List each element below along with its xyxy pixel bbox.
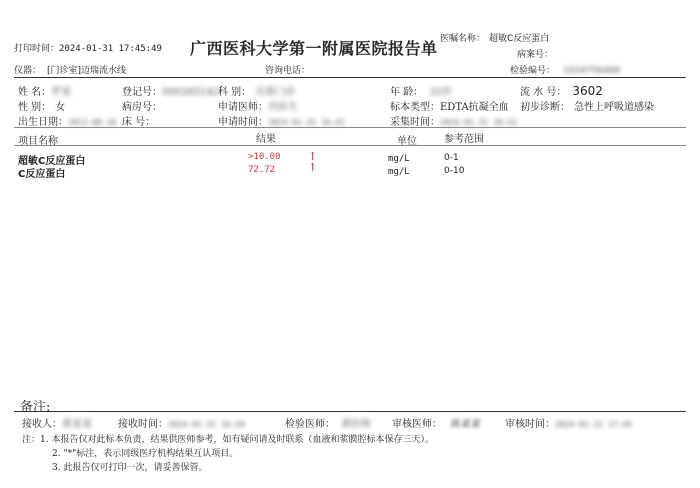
- instrument-value: [门诊室]迈瑞流水线: [47, 66, 127, 76]
- row-range: 0-10: [444, 166, 465, 176]
- age-field: [390, 83, 452, 98]
- reg-no-value: 000265142: [162, 87, 220, 98]
- abnormal-up-arrow-icon: ↑: [308, 150, 318, 163]
- row-item-name: C反应蛋白: [18, 169, 66, 180]
- inspector-value: 黄医师: [341, 419, 371, 430]
- col-header-unit: 单位: [397, 136, 417, 147]
- note-1: 注：1. 本报告仅对此标本负责，结果供医师参考，如有疑问请及时联系（血液和浆膜腔标本保存三天）。: [22, 435, 434, 445]
- review-time-value: 2024-01-31 17:45: [555, 420, 633, 429]
- instrument-field: [14, 63, 126, 76]
- col-header-item: 项目名称: [18, 136, 58, 147]
- dob-field: [18, 113, 116, 128]
- diagnosis-value: 急性上呼吸道感染: [574, 102, 654, 113]
- inspector-field: [285, 415, 371, 430]
- serial-value: 3602: [572, 84, 603, 98]
- review-time-label: 审核时间：: [505, 419, 555, 430]
- dob-label: 出生日期：: [18, 117, 68, 128]
- specimen-value: EDTA抗凝全血: [440, 102, 509, 113]
- patient-name-value: 罗某: [51, 87, 72, 98]
- patient-name-field: [18, 83, 71, 98]
- reg-no-field: [122, 83, 219, 98]
- apply-time-field: [218, 113, 345, 128]
- test-no-label: 检验编号：: [510, 66, 556, 76]
- instrument-label: 仪器：: [14, 66, 42, 76]
- sex-field: [18, 98, 65, 113]
- serial-field: [520, 83, 603, 98]
- row-range: 0-1: [444, 153, 459, 163]
- room-label: 病房号：: [122, 102, 162, 113]
- note-2: 2. "*"标注，表示同级医疗机构结果互认项目。: [52, 449, 239, 459]
- receiver-value: 黄某某: [62, 419, 92, 430]
- report-title: 广西医科大学第一附属医院报告单: [190, 39, 438, 58]
- col-header-result: 结果: [256, 134, 276, 145]
- reviewer-field: [392, 415, 480, 430]
- row-unit: mg/L: [388, 154, 410, 164]
- dept-label: 科 别：: [218, 87, 252, 98]
- case-no-label: 病案号：: [517, 50, 554, 60]
- sex-value: 女: [55, 102, 66, 113]
- footer-divider: [14, 411, 686, 412]
- specimen-label: 标本类型：: [390, 102, 440, 113]
- print-time: [14, 41, 162, 54]
- apply-time-label: 申请时间：: [218, 117, 268, 128]
- item-name-field: [440, 31, 549, 44]
- dob-value: 2013-09-10: [68, 118, 117, 127]
- row-unit: mg/L: [388, 167, 410, 177]
- receive-time-field: [118, 415, 245, 430]
- reviewer-label: 审核医师：: [392, 419, 442, 430]
- sex-label: 性 别：: [18, 102, 52, 113]
- age-value: 33岁: [429, 87, 452, 98]
- note-3: 3. 此报告仅可打印一次，请妥善保管。: [52, 463, 208, 473]
- row-item-name: 超敏C反应蛋白: [18, 156, 86, 167]
- test-no-value: 1024756468: [563, 66, 621, 76]
- doctor-field: [218, 98, 298, 113]
- item-name-label: 医嘱名称：: [440, 34, 486, 44]
- diagnosis-field: [520, 98, 654, 113]
- print-time-label: 打印时间：: [14, 44, 60, 54]
- header-divider: [14, 77, 686, 78]
- row-result: >10.00: [248, 152, 281, 162]
- row-result: 72.72: [248, 165, 276, 175]
- receive-time-value: 2024-01-31 16:59: [168, 420, 246, 429]
- doctor-label: 申请医师：: [218, 102, 268, 113]
- abnormal-up-arrow-icon: ↑: [308, 161, 318, 174]
- reg-no-label: 登记号：: [122, 87, 162, 98]
- review-time-field: [505, 415, 632, 430]
- test-no-field: [510, 63, 620, 76]
- table-header-divider: [14, 145, 686, 146]
- remarks-label: 备注:: [20, 400, 51, 415]
- receiver-field: [22, 415, 92, 430]
- dept-field: [218, 83, 295, 98]
- diagnosis-label: 初步诊断：: [520, 102, 570, 113]
- serial-label: 流 水 号：: [520, 87, 567, 98]
- print-time-value: 2024-01-31 17:45:49: [59, 44, 162, 54]
- inspector-label: 检验医师：: [285, 419, 335, 430]
- dept-value: 耳鼻门诊: [255, 87, 296, 98]
- item-name-value: 超敏C反应蛋白: [489, 34, 550, 44]
- collect-time-value: 2024-01-31 16:52: [440, 118, 518, 127]
- receiver-label: 接收人：: [22, 419, 62, 430]
- receive-time-label: 接收时间：: [118, 419, 168, 430]
- reviewer-signature: 陈某某: [450, 419, 480, 430]
- patient-name-label: 姓 名：: [18, 87, 52, 98]
- apply-time-value: 2024-01-31 16:41: [268, 118, 346, 127]
- collect-time-field: [390, 113, 517, 128]
- consult-phone-label: 咨询电话：: [265, 66, 311, 76]
- col-header-range: 参考范围: [444, 134, 484, 145]
- specimen-field: [390, 98, 509, 113]
- doctor-value: 肖医生: [268, 102, 298, 113]
- bed-label: 床 号：: [122, 117, 156, 128]
- age-label: 年 龄：: [390, 87, 424, 98]
- collect-time-label: 采集时间：: [390, 117, 440, 128]
- info-divider: [14, 127, 686, 128]
